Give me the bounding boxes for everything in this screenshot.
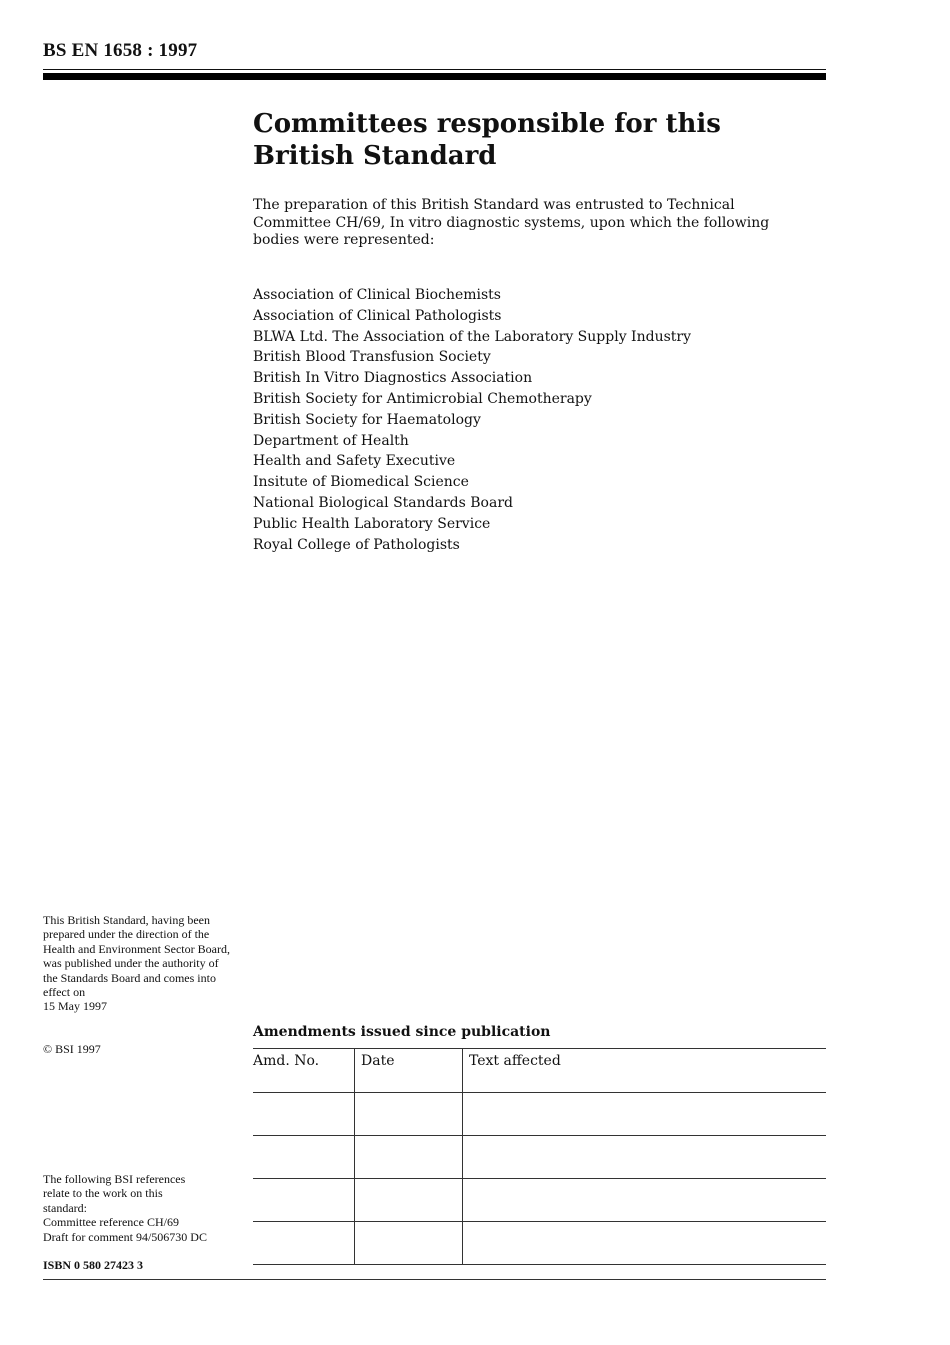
list-item: Department of Health <box>253 432 409 449</box>
page-title: Committees responsible for this British Standard <box>253 109 721 171</box>
table-cell <box>355 1179 463 1222</box>
list-item: Association of Clinical Pathologists <box>253 307 502 324</box>
list-item: Insitute of Biomedical Science <box>253 474 469 491</box>
list-item: BLWA Ltd. The Association of the Laboratory Supply Industry <box>253 328 691 345</box>
reference-line: Draft for comment 94/506730 DC <box>43 1229 207 1244</box>
reference-line: standard: <box>43 1200 87 1215</box>
reference-line: relate to the work on this <box>43 1186 163 1201</box>
bsi-references <box>43 1172 243 1244</box>
list-item: British Society for Haematology <box>253 411 481 428</box>
footer-rule <box>43 1279 826 1280</box>
reference-line: Committee reference CH/69 <box>43 1215 179 1230</box>
table-cell <box>253 1222 355 1265</box>
represented-bodies-list <box>253 285 813 555</box>
table-cell <box>355 1222 463 1265</box>
list-item: Association of Clinical Biochemists <box>253 287 501 303</box>
list-item: British In Vitro Diagnostics Association <box>253 370 533 387</box>
table-cell <box>355 1136 463 1179</box>
intro-paragraph: The preparation of this British Standard was entrusted to Technical Committee CH/69, In vitro diagnostic systems, upon which the following bodies were represented: <box>253 197 770 248</box>
table-cell <box>253 1179 355 1222</box>
column-header-text-affected: Text affected <box>463 1049 827 1093</box>
list-item: National Biological Standards Board <box>253 494 513 511</box>
column-header-date: Date <box>355 1049 463 1093</box>
table-row <box>253 1093 826 1136</box>
list-item: Public Health Laboratory Service <box>253 515 491 532</box>
copyright-notice: © BSI 1997 <box>43 1042 101 1056</box>
table-row <box>253 1136 826 1179</box>
list-item: British Society for Antimicrobial Chemotherapy <box>253 390 592 407</box>
amendments-table <box>253 1048 826 1265</box>
reference-line: The following BSI references <box>43 1172 186 1186</box>
column-header-amd-no: Amd. No. <box>253 1049 355 1093</box>
table-cell <box>463 1093 827 1136</box>
standard-number: BS EN 1658 : 1997 <box>43 40 198 61</box>
list-item: Health and Safety Executive <box>253 453 456 470</box>
effective-date: 15 May 1997 <box>43 999 107 1014</box>
table-cell <box>463 1136 827 1179</box>
table-cell <box>463 1222 827 1265</box>
header-thin-rule <box>43 69 826 70</box>
table-cell <box>253 1136 355 1179</box>
isbn: ISBN 0 580 27423 3 <box>43 1258 144 1272</box>
table-cell <box>355 1093 463 1136</box>
table-row <box>253 1222 826 1265</box>
table-header-row <box>253 1049 826 1093</box>
table-row <box>253 1179 826 1222</box>
publication-note-text: This British Standard, having been prepared under the direction of the Health and Environment Sector Board, was published under the authority of the Standards Board and comes into effect on <box>43 913 230 1000</box>
list-item: British Blood Transfusion Society <box>253 349 491 366</box>
amendments-title: Amendments issued since publication <box>253 1024 551 1040</box>
table-cell <box>253 1093 355 1136</box>
table-cell <box>463 1179 827 1222</box>
list-item: Royal College of Pathologists <box>253 536 460 553</box>
publication-note <box>43 913 233 1014</box>
header-thick-rule <box>43 73 826 80</box>
